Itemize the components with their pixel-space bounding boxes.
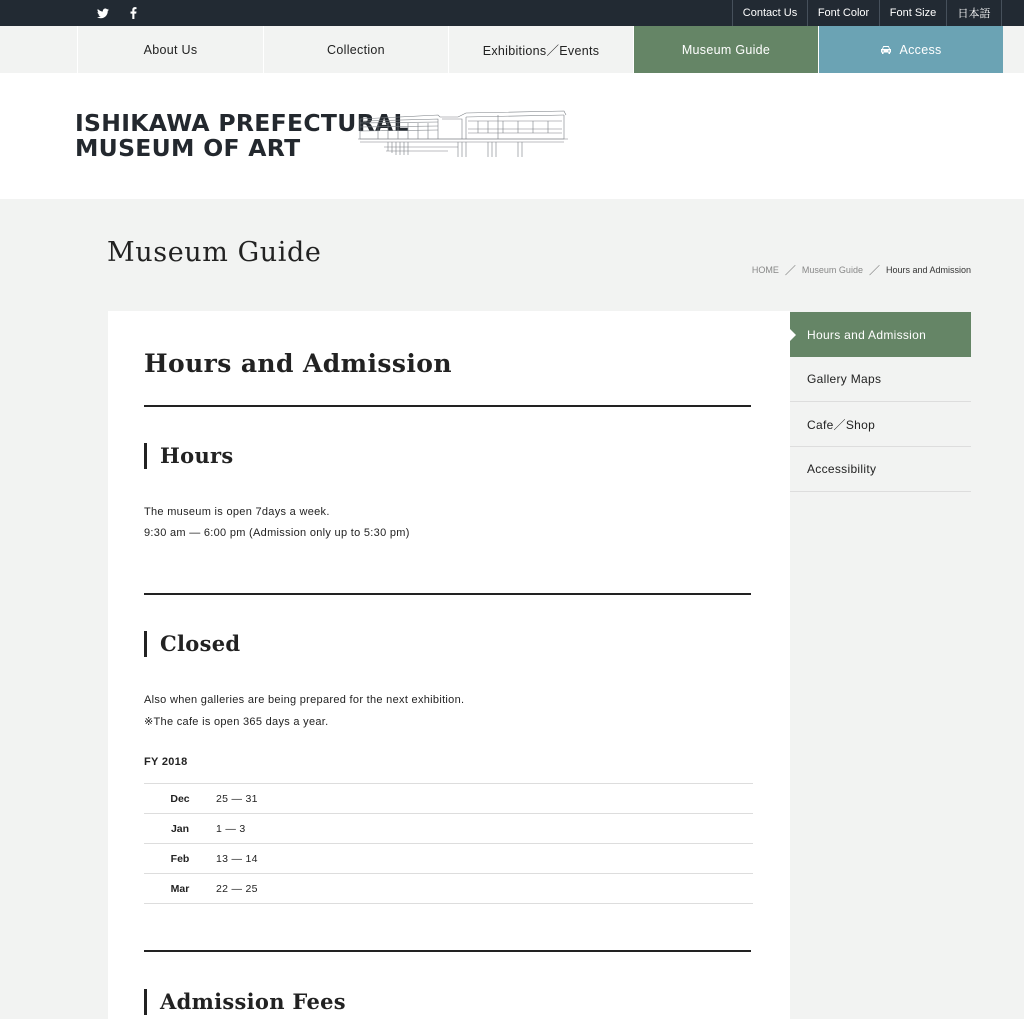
closed-text-1: Also when galleries are being prepared for the next exhibition. [144,694,465,706]
section-divider [144,405,751,407]
table-cell-days: 13 ― 14 [216,852,258,865]
facebook-icon[interactable] [122,0,144,26]
logo-line-1: ISHIKAWA PREFECTURAL [75,109,409,137]
twitter-icon[interactable] [92,0,114,26]
closed-text-2: ※The cafe is open 365 days a year. [144,716,329,728]
breadcrumb [752,262,971,278]
japanese-language-link[interactable]: 日本語 [946,0,1002,26]
closed-heading: Closed [144,631,240,657]
nav-about-us[interactable]: About Us [77,26,263,73]
nav-collection[interactable]: Collection [263,26,448,73]
site-header [0,73,1024,199]
breadcrumb-separator: ／ [784,265,796,277]
breadcrumb-museum-guide[interactable]: Museum Guide [801,265,863,275]
section-divider [144,950,751,952]
nav-access[interactable] [818,26,1003,73]
sidebar-item-gallery-maps[interactable]: Gallery Maps [790,357,971,402]
logo-line-2: MUSEUM OF ART [75,134,301,162]
sidebar-item-cafe-shop[interactable]: Cafe／Shop [790,402,971,447]
admission-fees-heading: Admission Fees [144,989,346,1015]
table-cell-month: Jan [170,822,190,835]
fiscal-year-label: FY 2018 [144,756,188,768]
hours-text-1: The museum is open 7days a week. [144,506,330,518]
sidebar-item-hours-and-admission[interactable]: Hours and Admission [790,312,971,357]
main-nav [0,26,1024,73]
sidebar-nav [790,312,971,492]
table-row [144,784,753,814]
car-icon [880,45,892,55]
section-divider [144,593,751,595]
font-color-button[interactable]: Font Color [807,0,879,26]
table-cell-days: 1 ― 3 [216,822,246,835]
main-content [108,311,790,1019]
content-title: Hours and Admission [144,349,452,378]
table-cell-month: Dec [170,792,190,805]
page-title: Museum Guide [107,237,322,268]
closed-days-table [144,783,753,904]
top-utility-bar [0,0,1024,26]
museum-building-illustration [358,109,568,161]
contact-us-link[interactable]: Contact Us [732,0,807,26]
table-row [144,874,753,904]
breadcrumb-home[interactable]: HOME [751,265,779,275]
table-cell-days: 25 ― 31 [216,792,258,805]
table-row [144,814,753,844]
table-cell-month: Feb [170,852,190,865]
nav-exhibitions-events[interactable]: Exhibitions／Events [448,26,633,73]
table-row [144,844,753,874]
sidebar-item-accessibility[interactable]: Accessibility [790,447,971,492]
nav-access-label: Access [899,42,942,57]
breadcrumb-current: Hours and Admission [885,265,971,275]
table-cell-month: Mar [170,882,190,895]
hours-heading: Hours [144,443,234,469]
breadcrumb-separator: ／ [868,265,880,277]
table-cell-days: 22 ― 25 [216,882,258,895]
nav-museum-guide[interactable]: Museum Guide [633,26,818,73]
font-size-button[interactable]: Font Size [879,0,946,26]
hours-text-2: 9:30 am ― 6:00 pm (Admission only up to 5:30 pm) [144,527,410,539]
